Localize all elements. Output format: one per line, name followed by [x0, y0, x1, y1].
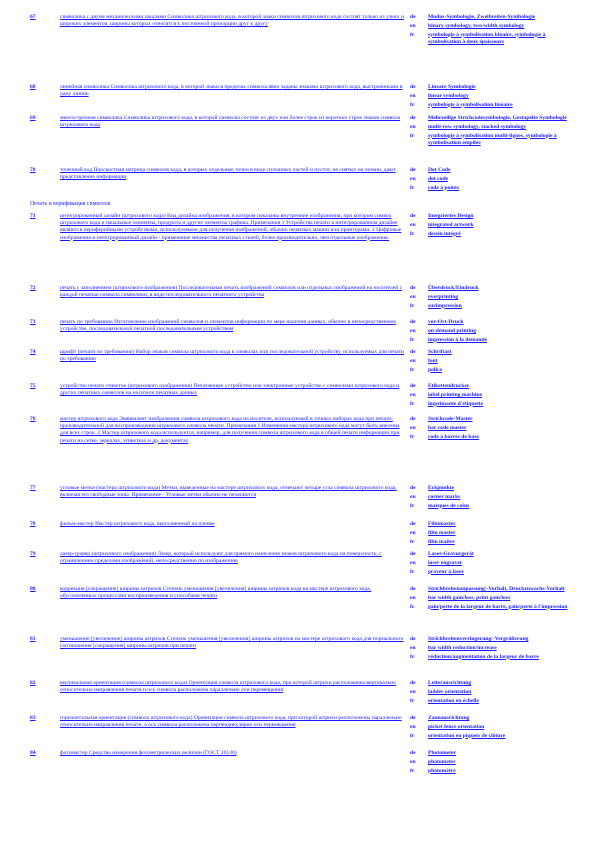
- language-code: de: [410, 636, 416, 642]
- equivalent-row: [410, 530, 575, 537]
- term-definition[interactable]: коррекция [сокращение] ширины штрихов Степень уменьшения [увеличения] ширины штрихов кода на мастере штрихового кода, обусловленных процессами воспроизведения и способами печати: [60, 586, 372, 600]
- language-code: de: [410, 84, 416, 90]
- equivalent-row: [410, 416, 575, 423]
- term-definition[interactable]: точечный код Плоскостная матрица символов кода, в которых отдельные точки в виде сплошных частей и пустот, не снятых на лезвии, дают представление информации: [60, 167, 396, 181]
- equivalent-row: [410, 328, 575, 335]
- term-definition[interactable]: шрифт (печати по требованию) Набор знаков символа штрихового кода в символах или последовательной устройству, используемых для печати по требованию: [60, 349, 405, 363]
- equivalent-row: [410, 124, 575, 131]
- language-code: de: [410, 167, 416, 173]
- term-equivalents: [410, 213, 575, 239]
- language-code: en: [410, 594, 416, 601]
- equivalent-row: [410, 595, 575, 602]
- term-definition[interactable]: уменьшение [увеличение] ширины штрихов Степень уменьшения [увеличения] ширины штрихов на мастере штрихового кода для нормального соотношения [сокращения] ширины штрихов при печати: [60, 636, 404, 650]
- translated-term[interactable]: Etikettendrucker: [428, 383, 470, 389]
- equivalent-row: [410, 93, 575, 100]
- translated-term[interactable]: symbologie à symbolisation binaire, symbologie à symbolisation à deux épaisseurs: [428, 31, 546, 45]
- translated-term[interactable]: multi-row symbology, stacked symbology: [428, 123, 527, 130]
- term-definition[interactable]: устройство печати этикеток (штрихового изображения) Печатающее устройство или электронные устройство с символами штрихового кода и других печатных символов на носителе печатных данных: [60, 383, 400, 397]
- translated-term[interactable]: corner marks: [428, 493, 461, 500]
- term-equivalents: [410, 485, 575, 511]
- language-code: en: [410, 688, 416, 695]
- language-code: fr: [410, 568, 415, 575]
- term-equivalents: [410, 349, 575, 375]
- translated-term[interactable]: bar code master: [428, 424, 467, 431]
- equivalent-row: [410, 358, 575, 365]
- equivalent-row: [410, 724, 575, 731]
- language-code: fr: [410, 184, 415, 191]
- equivalent-row: [410, 425, 575, 432]
- translated-term[interactable]: Strichbreitenverringerung/-Vergrößerung: [428, 636, 529, 642]
- language-code: en: [410, 357, 416, 364]
- language-code: en: [410, 123, 416, 130]
- equivalent-row: [410, 434, 575, 441]
- term-equivalents: [410, 551, 575, 577]
- translated-term[interactable]: orientation en échelle: [428, 697, 479, 704]
- translated-term[interactable]: Filmmaster: [428, 521, 456, 527]
- language-code: de: [410, 521, 416, 527]
- translated-term[interactable]: dessin intégré: [428, 230, 461, 237]
- translated-term[interactable]: Modus-Symbologie, Zweibreiten-Symbologie: [428, 14, 536, 20]
- language-code: de: [410, 485, 416, 491]
- equivalent-row: [410, 560, 575, 567]
- translated-term[interactable]: Zaunausrichtung: [428, 715, 470, 721]
- equivalent-row: [410, 654, 575, 661]
- language-code: en: [410, 22, 416, 29]
- language-code: de: [410, 319, 416, 325]
- language-code: en: [410, 293, 416, 300]
- translated-term[interactable]: Überdruck/Eindruck: [428, 285, 479, 291]
- translated-term[interactable]: police: [428, 366, 442, 373]
- equivalent-row: [410, 319, 575, 326]
- language-code: de: [410, 715, 416, 721]
- language-code: fr: [410, 433, 415, 440]
- term-equivalents: [410, 636, 575, 662]
- language-code: fr: [410, 336, 415, 343]
- equivalent-row: [410, 689, 575, 696]
- language-code: fr: [410, 132, 415, 139]
- language-code: de: [410, 115, 416, 121]
- language-code: de: [410, 551, 416, 557]
- term-definition[interactable]: символика с двумя механическими шкалами Символика штрихового кода, в которой знаки символов штрихового кода состоят только из узких и широких элементов, ширины которых относятся к постоянной пропорции друг к другу: [60, 14, 404, 28]
- translated-term[interactable]: dot code: [428, 175, 449, 182]
- term-number: 68: [30, 84, 36, 90]
- term-number: 71: [30, 213, 36, 219]
- term-number: 75: [30, 383, 36, 389]
- term-definition[interactable]: лазер-гравер (штрихового изображения) Лазер, который используют для прямого нанесения знаков штрихового кода на поверхность, с ограничением пределами изображений, непосредственно по изображению: [60, 551, 382, 565]
- language-code: en: [410, 529, 416, 536]
- translated-term[interactable]: integrated artwork: [428, 221, 474, 228]
- translated-term[interactable]: picket fence orientation: [428, 723, 485, 730]
- equivalent-row: [410, 733, 575, 740]
- translated-term[interactable]: surimpression: [428, 302, 462, 309]
- translated-term[interactable]: film master: [428, 529, 456, 536]
- translated-term[interactable]: orientation en piquets de clôture: [428, 732, 506, 739]
- language-code: en: [410, 92, 416, 99]
- language-code: fr: [410, 302, 415, 309]
- term-number: 84: [30, 750, 36, 756]
- language-code: de: [410, 750, 416, 756]
- language-code: en: [410, 559, 416, 566]
- language-code: fr: [410, 697, 415, 704]
- translated-term[interactable]: ladder orientation: [428, 688, 472, 695]
- equivalent-row: [410, 294, 575, 301]
- language-code: de: [410, 586, 416, 592]
- equivalent-row: [410, 768, 575, 775]
- equivalent-row: [410, 303, 575, 310]
- equivalent-row: [410, 551, 575, 558]
- equivalent-row: [410, 401, 575, 408]
- equivalent-row: [410, 102, 575, 109]
- term-equivalents: [410, 416, 575, 442]
- translated-term[interactable]: Leiterausrichtung: [428, 680, 472, 686]
- term-number: 74: [30, 349, 36, 355]
- equivalent-row: [410, 494, 575, 501]
- translated-term[interactable]: vor-Ort-Druck: [428, 319, 464, 325]
- equivalent-row: [410, 23, 575, 30]
- term-number: 67: [30, 14, 36, 20]
- language-code: en: [410, 758, 416, 765]
- term-equivalents: [410, 167, 575, 193]
- translated-term[interactable]: imprimante d'étiquette: [428, 400, 484, 407]
- translated-term[interactable]: symbologie à symbolisation linéaire: [428, 101, 513, 108]
- term-number: 78: [30, 521, 36, 527]
- language-code: de: [410, 213, 416, 219]
- translated-term[interactable]: bar width gain/loss, print gain/loss: [428, 594, 511, 601]
- translated-term[interactable]: binary symbology, two-width symbology: [428, 22, 525, 29]
- equivalent-row: [410, 167, 575, 174]
- term-definition[interactable]: угловые метки (мастера штрихового кода) Метки, выведенные на мастере штрихового кода, отмечают четыре угла символа штрихового кода, включая его свободные зоны. Примечание - Угловые метки обычно не печатаются: [60, 485, 397, 499]
- equivalent-row: [410, 539, 575, 546]
- language-code: fr: [410, 31, 415, 38]
- term-number: 70: [30, 167, 36, 173]
- term-definition[interactable]: фильм-мастер Мастер штрихового кода, выполненный на пленке: [60, 521, 215, 527]
- language-code: fr: [410, 366, 415, 373]
- translated-term[interactable]: symbologie à symbolisation multi-lignes, symbologie à symbolisation empilée: [428, 132, 557, 146]
- term-number: 76: [30, 416, 36, 422]
- equivalent-row: [410, 349, 575, 356]
- equivalent-row: [410, 392, 575, 399]
- equivalent-row: [410, 485, 575, 492]
- term-definition[interactable]: вертикальная ориентация (символа штрихового кода) Ориентация символа штрихового кода, при которой штрихи расположены вертикально относительно направления печати и ось символа расположена параллельно оси перемещения: [60, 680, 396, 694]
- translated-term[interactable]: film maître: [428, 538, 455, 545]
- language-code: fr: [410, 101, 415, 108]
- equivalent-row: [410, 32, 575, 46]
- language-code: fr: [410, 502, 415, 509]
- term-definition[interactable]: интегрированный дизайн (штрихового кода) Вид дизайна изображения, в котором показаны внутренние изображения, при котором символ штрихового кода и начальные элементы, продукты и другие элементы графика. Примечания 1 Устройства печати в интегрированном дизайне являются периферийными устройствами, используемыми для получения изображений, обычно печатных машин или принтерами. 2 Цифровые изображения и интегрированный дизайн - применение множества печатных стилей, более производительно, чем отдельные изображения.: [60, 213, 402, 241]
- translated-term[interactable]: photometer: [428, 758, 456, 765]
- term-definition[interactable]: многострочная символика Символика штрихового кода, в которой символы состоят из двух или более строк из коротких строк знаков символа штрихового кода: [60, 115, 401, 129]
- language-code: de: [410, 416, 416, 422]
- equivalent-row: [410, 367, 575, 374]
- language-code: fr: [410, 732, 415, 739]
- term-equivalents: [410, 680, 575, 706]
- equivalent-row: [410, 337, 575, 344]
- equivalent-row: [410, 185, 575, 192]
- language-code: en: [410, 327, 416, 334]
- term-equivalents: [410, 715, 575, 741]
- term-equivalents: [410, 750, 575, 776]
- term-number: 69: [30, 115, 36, 121]
- term-equivalents: [410, 383, 575, 409]
- translated-term[interactable]: on-demand printing: [428, 327, 477, 334]
- term-equivalents: [410, 285, 575, 311]
- language-code: en: [410, 424, 416, 431]
- language-code: de: [410, 680, 416, 686]
- translated-term[interactable]: Mehrzeilige Strichcodesymbologie, Gestapelte Symbologie: [428, 115, 567, 121]
- term-equivalents: [410, 319, 575, 345]
- translated-term[interactable]: impression à la demande: [428, 336, 488, 343]
- term-equivalents: [410, 521, 575, 547]
- language-code: en: [410, 493, 416, 500]
- equivalent-row: [410, 569, 575, 576]
- term-number: 80: [30, 586, 36, 592]
- term-definition[interactable]: фотомастер Средства измерения фотометрических величин (ГОСТ 26148): [60, 750, 237, 756]
- equivalent-row: [410, 383, 575, 390]
- translated-term[interactable]: Dot Code: [428, 167, 451, 173]
- translated-term[interactable]: marques de coins: [428, 502, 470, 509]
- translated-term[interactable]: Lineare Symbologie: [428, 84, 476, 90]
- equivalent-row: [410, 213, 575, 220]
- term-number: 83: [30, 715, 36, 721]
- equivalent-row: [410, 698, 575, 705]
- equivalent-row: [410, 231, 575, 238]
- term-number: 73: [30, 319, 36, 325]
- translated-term[interactable]: gain/perte de la largeur de barre, gain/perte à l'impression: [428, 603, 568, 610]
- equivalent-row: [410, 115, 575, 122]
- language-code: de: [410, 14, 416, 20]
- language-code: en: [410, 391, 416, 398]
- language-code: en: [410, 723, 416, 730]
- equivalent-row: [410, 645, 575, 652]
- term-definition[interactable]: горизонтальная ориентация (символа штрихового кода) Ориентация символа штрихового кода, при которой штрихи расположены параллельно относительно направления печати, а ось символа расположена перпендикулярно оси перемещения: [60, 715, 402, 729]
- equivalent-row: [410, 285, 575, 292]
- term-number: 81: [30, 636, 36, 642]
- term-equivalents: [410, 84, 575, 110]
- term-number: 82: [30, 680, 36, 686]
- language-code: de: [410, 383, 416, 389]
- language-code: de: [410, 349, 416, 355]
- language-code: fr: [410, 767, 415, 774]
- equivalent-row: [410, 586, 575, 593]
- language-code: en: [410, 221, 416, 228]
- language-code: fr: [410, 653, 415, 660]
- equivalent-row: [410, 84, 575, 91]
- term-definition[interactable]: печать по требованию Изготовление изображений символов и элементов информации по мере наличия данных, обычно в непосредственном устройстве, последовательной печатной последовательным устройством: [60, 319, 396, 333]
- term-definition[interactable]: линейная символика Символика штрихового кода, в которой знаки в пределах символа явно заданы знаками штрихового кода, выстроенными в одну линию: [60, 84, 403, 98]
- language-code: en: [410, 175, 416, 182]
- equivalent-row: [410, 759, 575, 766]
- section-heading: Печать и верификация символов: [30, 201, 111, 207]
- translated-term[interactable]: font: [428, 357, 438, 364]
- translated-term[interactable]: code à points: [428, 184, 460, 191]
- language-code: fr: [410, 230, 415, 237]
- equivalent-row: [410, 604, 575, 611]
- term-equivalents: [410, 14, 575, 48]
- equivalent-row: [410, 503, 575, 510]
- equivalent-row: [410, 636, 575, 643]
- term-definition[interactable]: мастер штрихового кода Эквивалент изображения символа штрихового кода на носителе, используемый в точных наборах кода при печати, производительной для воспроизведения штрихового символа печати. Примечания 1 Изменения мастера штрихового кода могут быть внесены для всех строк. 2 Мастер штрихового кода используется, например, для получения символа штрихового кода в общей печати информации при печати на сетке, зеркалах, этикетках и др. документах: [60, 416, 400, 444]
- term-equivalents: [410, 115, 575, 149]
- translated-term[interactable]: linear symbology: [428, 92, 469, 99]
- equivalent-row: [410, 750, 575, 757]
- translated-term[interactable]: Laser-Gravurgerät: [428, 551, 474, 557]
- equivalent-row: [410, 222, 575, 229]
- translated-term[interactable]: Integriertes Design: [428, 213, 474, 219]
- translated-term[interactable]: Schriftart: [428, 349, 452, 355]
- translated-term[interactable]: Photometer: [428, 750, 456, 756]
- term-number: 77: [30, 485, 36, 491]
- language-code: fr: [410, 538, 415, 545]
- term-number: 79: [30, 551, 36, 557]
- translated-term[interactable]: code à barres de base: [428, 433, 479, 440]
- term-equivalents: [410, 586, 575, 612]
- translated-term[interactable]: photomètre: [428, 767, 456, 774]
- translated-term[interactable]: Eckpunkte: [428, 485, 455, 491]
- translated-term[interactable]: overprinting: [428, 293, 459, 300]
- language-code: fr: [410, 603, 415, 610]
- equivalent-row: [410, 133, 575, 147]
- equivalent-row: [410, 521, 575, 528]
- term-definition[interactable]: печать с заполнением (штрихового изображения) Последовательная печать изображений символов или отдельных изображений на носителей с каждой печатью символа символики, в виде последовательного печатного устройства: [60, 285, 403, 299]
- translated-term[interactable]: graveur à laser: [428, 568, 464, 575]
- language-code: de: [410, 285, 416, 291]
- term-number: 72: [30, 285, 36, 291]
- language-code: en: [410, 644, 416, 651]
- translated-term[interactable]: label printing machine: [428, 391, 483, 398]
- equivalent-row: [410, 680, 575, 687]
- translated-term[interactable]: laser engraver: [428, 559, 463, 566]
- equivalent-row: [410, 176, 575, 183]
- translated-term[interactable]: bar width reduction/increase: [428, 644, 497, 651]
- equivalent-row: [410, 715, 575, 722]
- equivalent-row: [410, 14, 575, 21]
- translated-term[interactable]: Strichcode-Master: [428, 416, 473, 422]
- translated-term[interactable]: Strichbreitenanpassung/-Vorhalt, Druckzuwachs-Vorhalt: [428, 586, 565, 592]
- language-code: fr: [410, 400, 415, 407]
- translated-term[interactable]: réduction/augmentation de la largeur de barre: [428, 653, 539, 660]
